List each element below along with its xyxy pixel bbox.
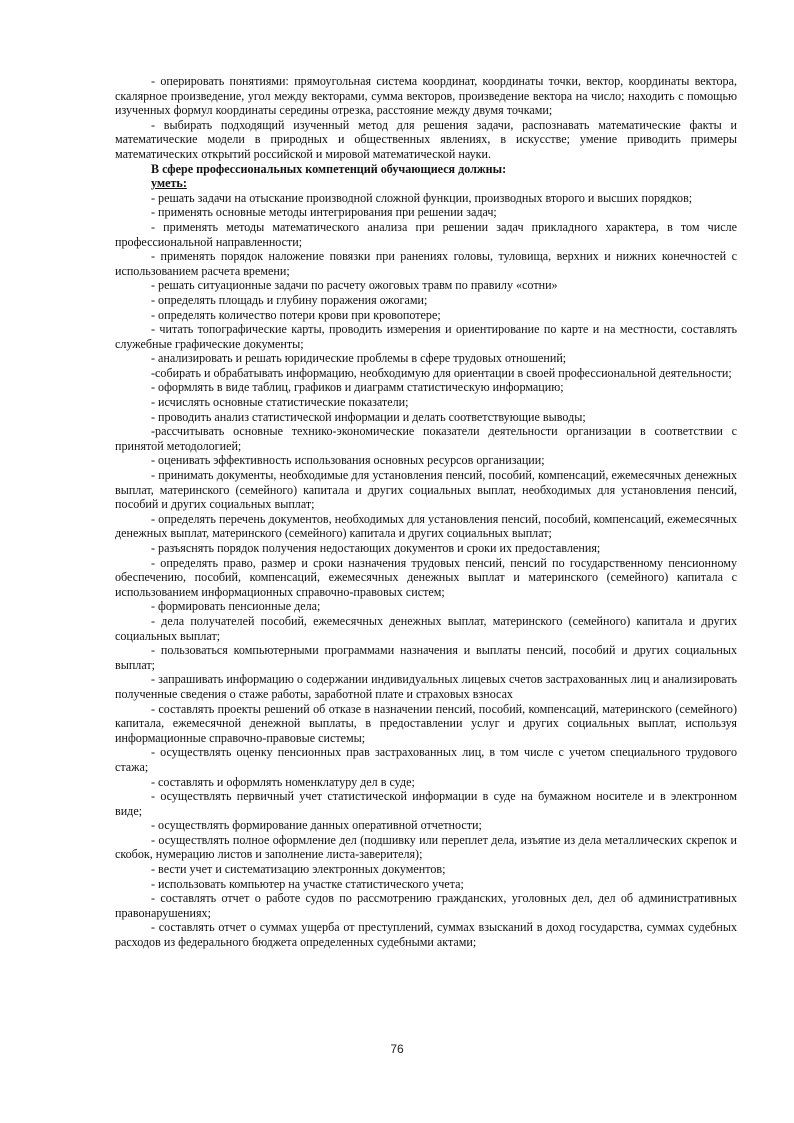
- list-item: - применять методы математического анализа при решении задач прикладного характера, в том числе профессиональной направленности;: [115, 219, 737, 249]
- list-item: - дела получателей пособий, ежемесячных денежных выплат, материнского (семейного) капитала и других социальных выплат;: [115, 613, 737, 643]
- list-item: - применять основные методы интегрирования при решении задач;: [151, 205, 497, 220]
- page-number: 76: [390, 1042, 404, 1056]
- list-item: - осуществлять первичный учет статистической информации в суде на бумажном носителе и в электронном виде;: [115, 789, 737, 818]
- list-item: - формировать пенсионные дела;: [151, 599, 321, 614]
- list-item: - анализировать и решать юридические проблемы в сфере трудовых отношений;: [151, 351, 567, 366]
- list-item: - составлять отчет о работе судов по рассмотрению гражданских, уголовных дел, дел об административных правонарушениях;: [115, 891, 737, 920]
- list-item: - запрашивать информацию о содержании индивидуальных лицевых счетов застрахованных лиц и анализировать полученные сведения о стаже работы, заработной плате и страховых взносах: [115, 672, 737, 701]
- list-item: - определять количество потери крови при кровопотере;: [151, 307, 441, 322]
- list-item: - использовать компьютер на участке статистического учета;: [151, 876, 464, 891]
- skills-subheading: уметь:: [151, 176, 187, 191]
- list-item: - решать ситуационные задачи по расчету ожоговых травм по правилу «сотни»: [151, 278, 558, 293]
- list-item: - осуществлять полное оформление дел (подшивку или переплет дела, изъятие из дела металлических скрепок и скобок, нумерацию листов и заполнение листа-заверителя);: [115, 832, 737, 862]
- section-heading: В сфере профессиональных компетенций обучающиеся должны:: [151, 161, 507, 176]
- list-item: - определять площадь и глубину поражения ожогами;: [151, 292, 428, 307]
- list-item: - оценивать эффективность использования основных ресурсов организации;: [151, 453, 545, 468]
- list-item: - составлять отчет о суммах ущерба от преступлений, суммах взысканий в доход государства, суммах судебных расходов из федерального бюджета определенных судебными актами;: [115, 920, 737, 950]
- list-item: - проводить анализ статистической информации и делать соответствующие выводы;: [151, 409, 586, 424]
- list-item: - читать топографические карты, проводить измерения и ориентирование по карте и на местности, составлять служебные графические документы;: [115, 322, 737, 351]
- paragraph-intro-1: - оперировать понятиями: прямоугольная система координат, координаты точки, вектор, координаты вектора, скалярное произведение, угол между векторами, сумма векторов, произведение вектора на число; находить с помощью изученных формул координаты середины отрезка, расстояние между двумя точками;: [115, 74, 737, 118]
- list-item: - осуществлять формирование данных оперативной отчетности;: [151, 818, 482, 833]
- list-item: - применять порядок наложение повязки при ранениях головы, туловища, верхних и нижних конечностей с использованием расчета времени;: [115, 249, 737, 278]
- list-item: - исчислять основные статистические показатели;: [151, 395, 409, 410]
- list-item: - составлять и оформлять номенклатуру дел в суде;: [151, 774, 415, 789]
- list-item: - определять право, размер и сроки назначения трудовых пенсий, пенсий по государственному пенсионному обеспечению, пособий, компенсаций, ежемесячных денежных выплат и материнского (семейного) капитала с использованием информационных справочно-правовых систем;: [115, 555, 737, 599]
- list-item: -рассчитывать основные технико-экономические показатели деятельности организации в соответствии с принятой методологией;: [115, 424, 737, 453]
- list-item: - осуществлять оценку пенсионных прав застрахованных лиц, в том числе с учетом специального трудового стажа;: [115, 745, 737, 774]
- list-item: - составлять проекты решений об отказе в назначении пенсий, пособий, компенсаций, материнского (семейного) капитала, ежемесячной денежной выплаты, в предоставлении услуг и других социальных выплат, используя информационные справочно-правовые системы;: [115, 701, 737, 745]
- list-item: - определять перечень документов, необходимых для установления пенсий, пособий, компенсаций, ежемесячных денежных выплат, материнского (семейного) капитала и других социальных выплат;: [115, 511, 737, 541]
- document-body: [115, 74, 737, 950]
- list-item: - решать задачи на отыскание производной сложной функции, производных второго и высших порядков;: [151, 190, 693, 205]
- list-item: - принимать документы, необходимые для установления пенсий, пособий, компенсаций, ежемесячных денежных выплат, материнского (семейного) капитала и других социальных выплат, необходимых для установления пенсий, пособий и других социальных выплат;: [115, 468, 737, 512]
- paragraph-intro-2: - выбирать подходящий изученный метод для решения задачи, распознавать математические факты и математические модели в природных и общественных явлениях, в искусстве; умение приводить примеры математических открытий российской и мировой математической науки.: [115, 117, 737, 161]
- list-item: -собирать и обрабатывать информацию, необходимую для ориентации в своей профессиональной деятельности;: [151, 365, 732, 380]
- list-item: - разъяснять порядок получения недостающих документов и сроки их предоставления;: [151, 541, 601, 555]
- list-item: - оформлять в виде таблиц, графиков и диаграмм статистическую информацию;: [151, 380, 564, 395]
- list-item: - пользоваться компьютерными программами назначения и выплаты пенсий, пособий и других социальных выплат;: [115, 643, 737, 672]
- list-item: - вести учет и систематизацию электронных документов;: [151, 862, 446, 877]
